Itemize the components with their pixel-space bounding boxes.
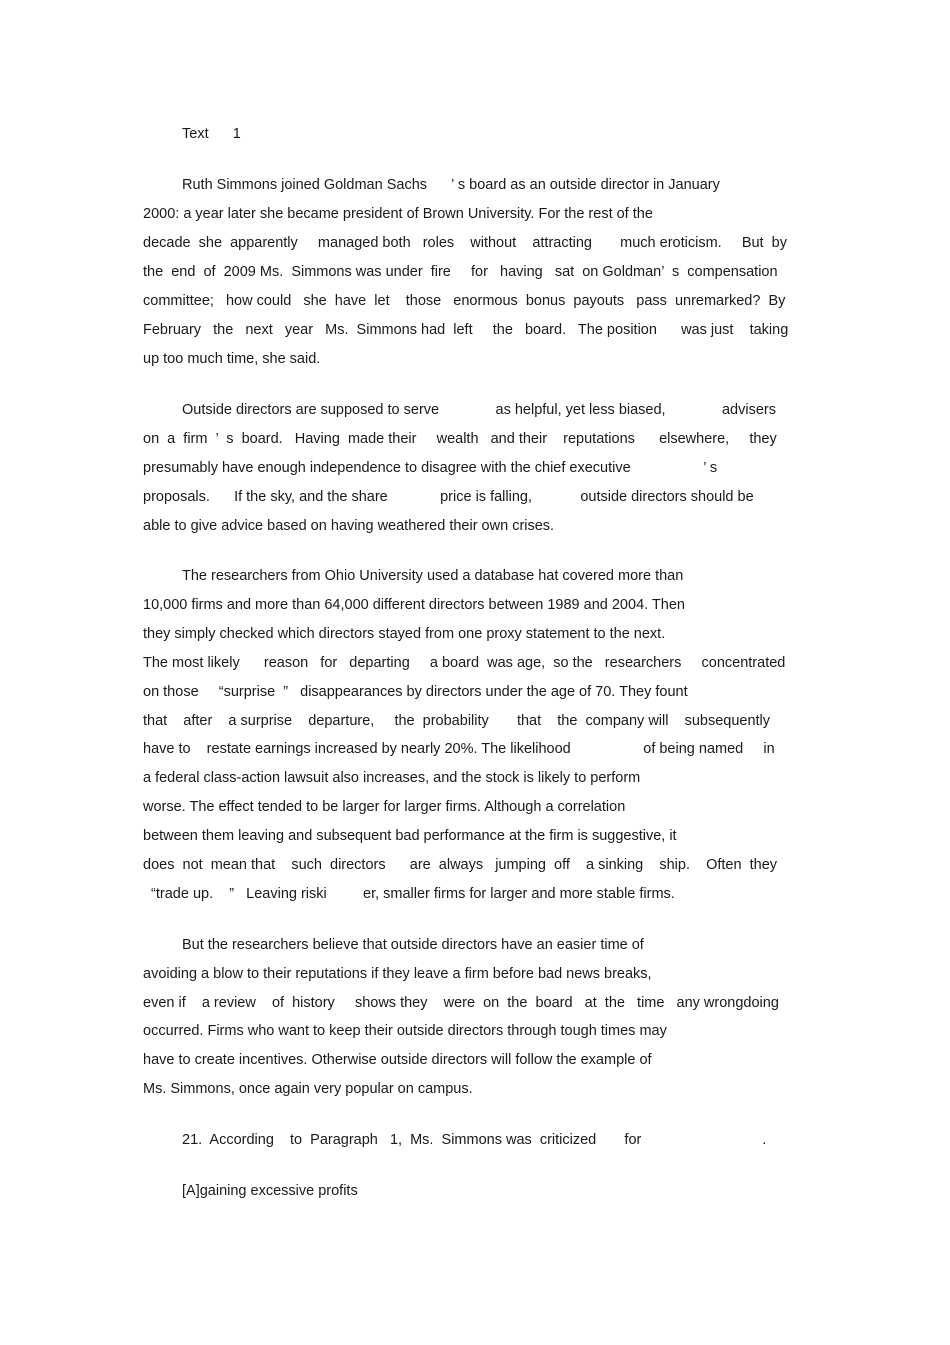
paragraph-3-line-7: have to restate earnings increased by nearly 20%. The likelihood of being named in xyxy=(143,741,775,757)
question-stem: 21. According to Paragraph 1, Ms. Simmons was criticized for . xyxy=(182,1132,767,1148)
paragraph-3-line-6: that after a surprise departure, the probability that the company will subsequently xyxy=(143,713,771,729)
paragraph-3-line-1: The researchers from Ohio University used a database hat covered more than xyxy=(182,568,684,584)
document-title: Text 1 xyxy=(182,126,241,142)
paragraph-3-line-2: 10,000 firms and more than 64,000 different directors between 1989 and 2004. Then xyxy=(143,597,685,613)
paragraph-2-line-2: on a firm ’ s board. Having made their wealth and their reputations elsewhere, they xyxy=(143,431,777,447)
paragraph-4-line-6: Ms. Simmons, once again very popular on campus. xyxy=(143,1081,473,1097)
paragraph-3-line-3: they simply checked which directors stayed from one proxy statement to the next. xyxy=(143,626,666,642)
question-option-a: [A]gaining excessive profits xyxy=(182,1183,358,1199)
paragraph-3-line-9: worse. The effect tended to be larger for larger firms. Although a correlation xyxy=(143,799,626,815)
paragraph-1-line-2: 2000: a year later she became president of Brown University. For the rest of the xyxy=(143,206,653,222)
paragraph-4-line-2: avoiding a blow to their reputations if they leave a firm before bad news breaks, xyxy=(143,966,652,982)
paragraph-3-line-10: between them leaving and subsequent bad performance at the firm is suggestive, it xyxy=(143,828,677,844)
paragraph-3-line-4: The most likely reason for departing a board was age, so the researchers concentrated xyxy=(143,655,786,671)
paragraph-4-line-1: But the researchers believe that outside directors have an easier time of xyxy=(182,937,644,953)
paragraph-4-line-5: have to create incentives. Otherwise outside directors will follow the example of xyxy=(143,1052,652,1068)
paragraph-2-line-5: able to give advice based on having weathered their own crises. xyxy=(143,518,555,534)
paragraph-1-line-1: Ruth Simmons joined Goldman Sachs ’ s board as an outside director in January xyxy=(182,177,720,193)
paragraph-1-line-4: the end of 2009 Ms. Simmons was under fire for having sat on Goldman’ s compensation xyxy=(143,264,778,280)
paragraph-4-line-3: even if a review of history shows they were on the board at the time any wrongdoing xyxy=(143,995,779,1011)
paragraph-3-line-5: on those “surprise ” disappearances by directors under the age of 70. They fount xyxy=(143,684,688,700)
paragraph-2-line-4: proposals. If the sky, and the share price is falling, outside directors should be xyxy=(143,489,754,505)
paragraph-3-line-12: “trade up. ” Leaving riski er, smaller firms for larger and more stable firms. xyxy=(143,886,675,902)
paragraph-1-line-7: up too much time, she said. xyxy=(143,351,321,367)
paragraph-1-line-5: committee; how could she have let those enormous bonus payouts pass unremarked? By xyxy=(143,293,786,309)
paragraph-2-line-3: presumably have enough independence to disagree with the chief executive ’ s xyxy=(143,460,718,476)
paragraph-1-line-3: decade she apparently managed both roles without attracting much eroticism. But by xyxy=(143,235,787,251)
paragraph-1-line-6: February the next year Ms. Simmons had left the board. The position was just taking xyxy=(143,322,789,338)
paragraph-4-line-4: occurred. Firms who want to keep their outside directors through tough times may xyxy=(143,1023,667,1039)
paragraph-2-line-1: Outside directors are supposed to serve as helpful, yet less biased, advisers xyxy=(182,402,776,418)
paragraph-3-line-11: does not mean that such directors are always jumping off a sinking ship. Often they xyxy=(143,857,778,873)
paragraph-3-line-8: a federal class-action lawsuit also increases, and the stock is likely to perform xyxy=(143,770,641,786)
